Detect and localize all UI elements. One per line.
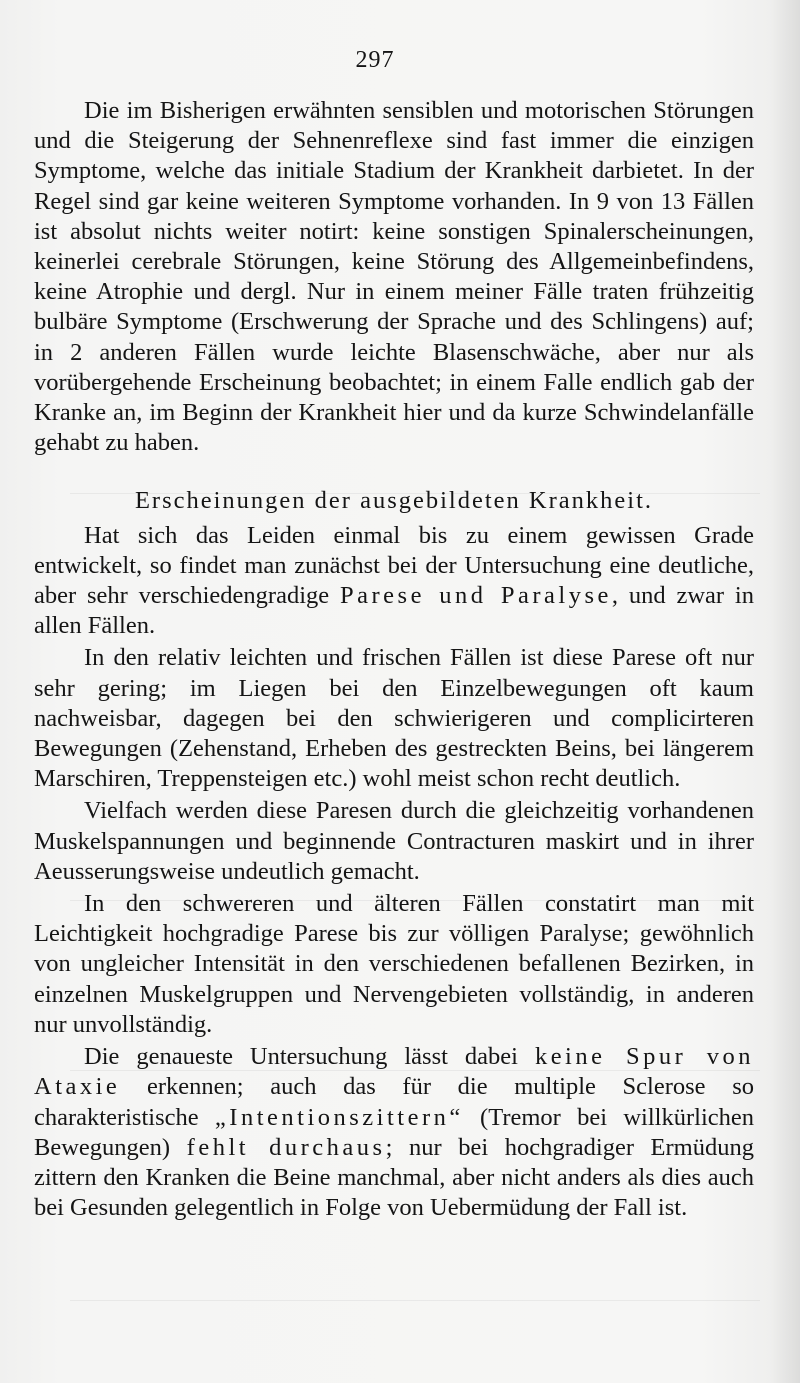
- paragraph-light-cases: In den relativ leichten und frischen Fällen ist diese Parese oft nur sehr gering; im Liegen bei den Einzelbewegungen oft kaum nachweisbar, dagegen bei den schwierigeren und complicirteren Bewegungen (Zehenstand, Erheben des gestreckten Beins, bei längerem Marschiren, Treppensteigen etc.) wohl meist schon recht deutlich.: [34, 644, 754, 793]
- page-body: [34, 96, 754, 1223]
- paragraph-initial-stage: Die im Bisherigen erwähnten sensiblen und motorischen Störungen und die Steigerung der Sehnenreflexe sind fast immer die einzigen Symptome, welche das initiale Stadium der Krankheit darbietet. In der Regel sind gar keine weiteren Symptome vorhanden. In 9 von 13 Fällen ist absolut nichts weiter notirt: keine sonstigen Spinalerscheinungen, keinerlei cerebrale Störungen, keine Störung des Allgemeinbefindens, keine Atrophie und dergl. Nur in einem meiner Fälle traten frühzeitig bulbäre Symptome (Erschwerung der Sprache und des Schlingens) auf; in 2 anderen Fällen wurde leichte Blasenschwäche, aber nur als vorübergehende Erscheinung beobachtet; in einem Falle endlich gab der Kranke an, im Beginn der Krankheit hier und da kurze Schwindelanfälle gehabt zu haben.: [34, 97, 754, 457]
- spaced-emphasis: keine Spur von Ataxie: [34, 1043, 754, 1101]
- spaced-emphasis: „Intentionszittern“: [214, 1103, 464, 1131]
- paragraph-text: (Tremor bei willkürlichen Bewegungen): [34, 1103, 755, 1161]
- paragraph-text: Die genaueste Untersuchung lässt dabei: [84, 1043, 535, 1071]
- page-number: 297: [355, 47, 395, 73]
- paragraph-text: , und zwar in allen Fällen.: [34, 582, 754, 640]
- section-heading: Erscheinungen der ausgebildeten Krankheit.: [134, 487, 654, 515]
- paragraph-ataxia: [34, 1042, 754, 1223]
- spaced-emphasis: fehlt durchaus: [186, 1133, 386, 1161]
- paragraph-text: ; nur bei hochgradiger Ermüdung zittern den Kranken die Beine manchmal, aber nicht anders als dies auch bei Gesunden gelegentlich in Folge von Uebermüdung der Fall ist.: [34, 1133, 754, 1222]
- paragraph-severe-cases: In den schwereren und älteren Fällen constatirt man mit Leichtigkeit hochgradige Parese bis zur völligen Paralyse; gewöhnlich von ungleicher Intensität in den verschiedenen befallenen Bezirken, in einzelnen Muskelgruppen und Nervengebieten vollständig, in anderen nur unvollständig.: [34, 890, 754, 1038]
- paragraph-muscle-tension: Vielfach werden diese Paresen durch die gleichzeitig vorhandenen Muskelspannungen und beginnende Contracturen maskirt und in ihrer Aeusserungsweise undeutlich gemacht.: [34, 797, 754, 885]
- show-through-line: [70, 1300, 760, 1301]
- paragraph-text: Hat sich das Leiden einmal bis zu einem gewissen Grade entwickelt, so findet man zunächst bei der Untersuchung eine deutliche, aber sehr verschiedengradige: [34, 521, 754, 610]
- paragraph-paresis-intro: [34, 521, 754, 642]
- spaced-emphasis: Parese und Paralyse: [340, 582, 612, 610]
- paragraph-text: erkennen; auch das für die multiple Sclerose so charakteristische: [34, 1073, 754, 1131]
